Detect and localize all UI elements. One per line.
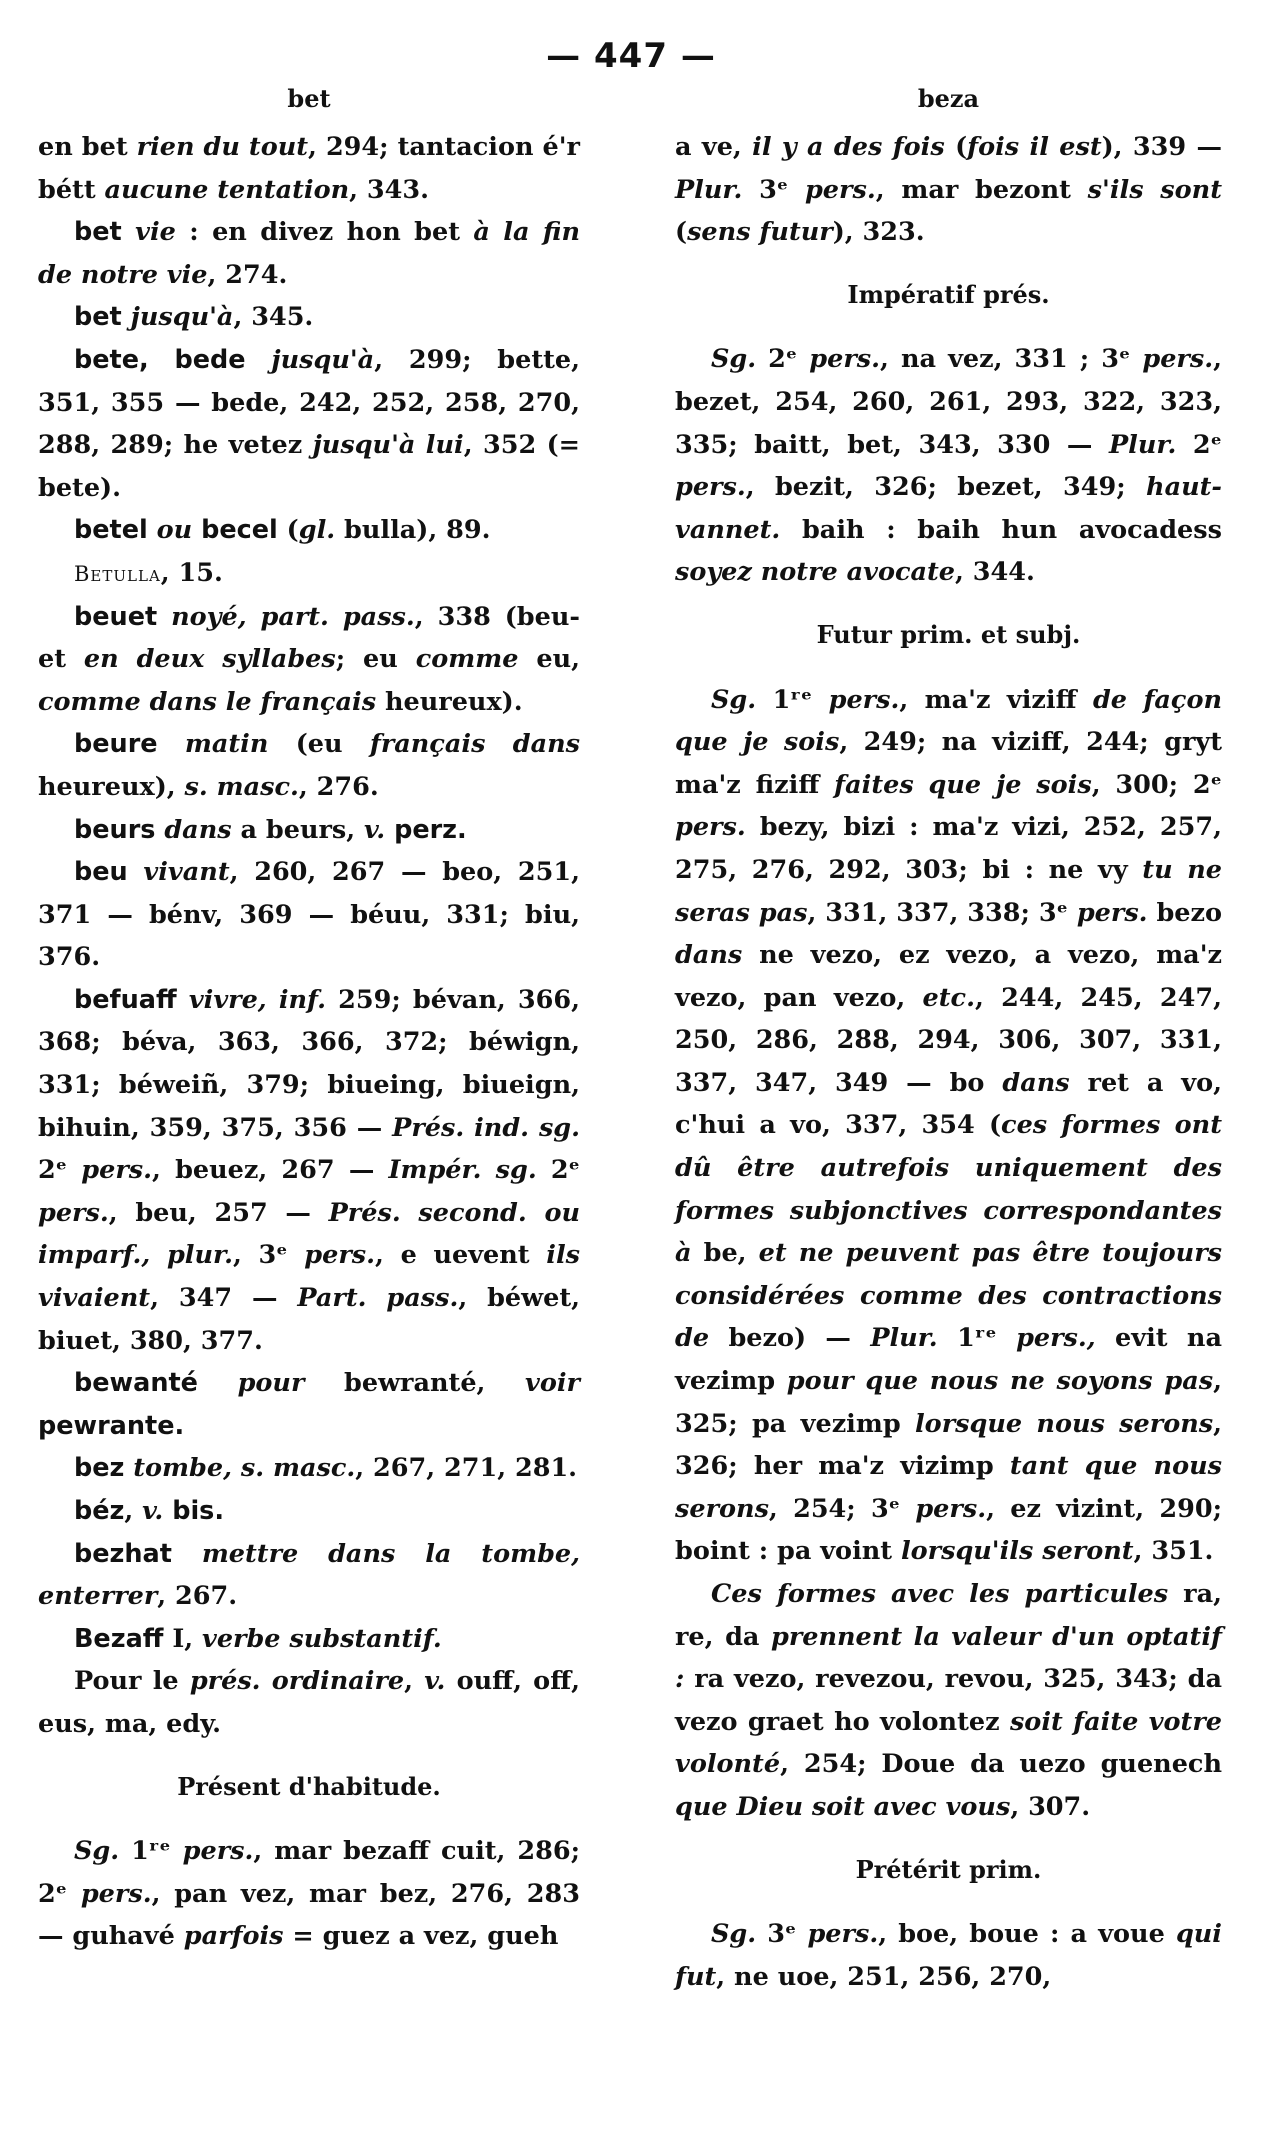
text-run: , beu, 257 — [108, 1197, 329, 1228]
text-run: , 294; tantacion é'r bétt [38, 132, 580, 205]
headword: beurs [74, 814, 156, 845]
italic-text: pers. [1142, 344, 1214, 375]
italic-text: aucune tentation [104, 174, 350, 205]
text-run: , 267, 271, 281. [355, 1453, 578, 1484]
headword: beure [74, 729, 158, 760]
dictionary-entry [38, 723, 580, 808]
italic-text: Plur. [1109, 429, 1177, 460]
dictionary-entry [38, 1660, 580, 1745]
text-run: ( [675, 217, 688, 248]
text-run: , 307. [1010, 1791, 1091, 1822]
italic-text: voir [525, 1368, 580, 1399]
italic-text: etc. [922, 982, 975, 1013]
small-caps-text: Betulla [74, 561, 161, 586]
dictionary-entry [675, 1573, 1222, 1829]
italic-text: Sg. [74, 1836, 120, 1867]
text-run: ), 323. [832, 217, 925, 248]
italic-text: s'ils sont [1087, 174, 1222, 205]
text-run: ( [944, 132, 968, 162]
text-run: ra, re, da [675, 1579, 1223, 1652]
italic-text: prés. ordinaire [189, 1666, 405, 1697]
italic-text: il y a des fois [752, 132, 945, 162]
italic-text: pers. [80, 1878, 152, 1909]
italic-text: pers. [675, 812, 746, 843]
italic-text: gl. [298, 515, 336, 546]
text-run: Prétérit prim. [855, 1854, 1042, 1884]
text-run: , 299; bette, 351, 355 — bede, 242, 252, 258, 270, 288, 289; he vetez [38, 344, 580, 461]
italic-text: faites que je sois [834, 769, 1092, 800]
italic-text: Prés. second. ou imparf., plur. [38, 1197, 581, 1271]
headword: bez [74, 1453, 125, 1484]
dictionary-entry [38, 1490, 580, 1533]
text-run: , bezet, 254, 260, 261, 293, 322, 323, 335; baitt, bet, 343, 330 — [675, 344, 1222, 460]
text-run: , 338 (beu-et [38, 601, 580, 675]
italic-text: et ne peuvent pas être toujours considérées comme des contractions de [675, 1238, 1223, 1354]
italic-text: dans [1002, 1067, 1070, 1098]
italic-text: lorsque nous serons [915, 1408, 1214, 1439]
italic-text: pour [197, 1368, 305, 1399]
italic-text: qui fut [675, 1919, 1222, 1992]
italic-text: en deux syllabes [83, 644, 336, 675]
text-run: , 249; na viziff, 244; gryt ma'z fiziff [675, 727, 1222, 800]
text-run: bezy, bizi : ma'z vizi, 252, 257, 275, 276, 292, 303; bi : ne vy [675, 812, 1222, 885]
headword: befuaff [74, 984, 177, 1015]
text-run: be, [691, 1238, 759, 1269]
headword: perz. [394, 814, 467, 845]
text-run: 1ʳᵉ [756, 684, 829, 715]
italic-text: comme [415, 644, 519, 675]
text-run: , 260, 267 — beo, 251, 371 — bénv, 369 — béuu, 331; biu, 376. [38, 857, 580, 973]
italic-text: pers. [1076, 897, 1148, 928]
text-run: , 244, 245, 247, 250, 286, 288, 294, 306, 307, 331, 337, 347, 349 — bo [675, 982, 1222, 1098]
italic-text: de façon que je sois [675, 684, 1223, 758]
text-run: Pour le [74, 1666, 190, 1697]
headword: becel [201, 515, 278, 546]
text-run: : en divez hon bet [175, 217, 474, 248]
text-run: , 15. [160, 557, 223, 588]
italic-text: jusqu'à lui [312, 430, 464, 461]
italic-text: pers. [304, 1240, 376, 1271]
headword: beu [74, 857, 128, 888]
italic-text: Sg. [711, 344, 757, 375]
italic-text: Plur. [675, 174, 743, 205]
headword: bet [74, 302, 122, 333]
text-run: 3ᵉ [742, 174, 805, 205]
dictionary-entry [675, 126, 1222, 254]
text-run: 2ᵉ [38, 1155, 82, 1186]
text-run: , mar bezont [875, 174, 1088, 205]
italic-text: prennent la valeur d'un optatif : [675, 1621, 1222, 1695]
right-column [675, 82, 1222, 1998]
text-run: Futur prim. et subj. [816, 619, 1081, 649]
italic-text: que Dieu soit avec vous [675, 1791, 1011, 1822]
text-run: , 326; her ma'z vizimp [675, 1408, 1222, 1482]
text-run: , 345. [233, 302, 314, 333]
section-heading [675, 614, 1222, 657]
italic-text: parfois [183, 1921, 284, 1952]
dictionary-entry [675, 679, 1222, 1573]
text-run: 2ᵉ [756, 344, 810, 375]
dictionary-entry [38, 339, 580, 509]
text-run: ne vezo, ez vezo, a vezo, ma'z vezo, pan vezo, [675, 940, 1222, 1013]
italic-text: pers., [1016, 1323, 1096, 1354]
text-run: (eu [268, 729, 370, 760]
headword: pewrante. [38, 1410, 185, 1441]
headword: betel [74, 515, 148, 546]
italic-text: ils vivaient [38, 1240, 580, 1314]
italic-text: pour que nous ne soyons pas [786, 1366, 1214, 1397]
italic-text: ces formes ont dû être autrefois uniquement des formes subjonctives correspondantes à [675, 1110, 1222, 1269]
text-run: 2ᵉ [1176, 429, 1223, 460]
headword: bis. [172, 1496, 225, 1526]
italic-text: vivre, inf. [176, 984, 326, 1015]
headword: beuet [74, 601, 158, 632]
text-run: 1ʳᵉ [937, 1323, 1017, 1354]
dictionary-entry [675, 338, 1222, 594]
dictionary-entry [38, 509, 580, 552]
text-run: , 254; Doue da uezo guenech [780, 1749, 1222, 1780]
dictionary-entry [38, 1618, 580, 1661]
italic-text: pers. [182, 1836, 254, 1867]
italic-text: Ces formes avec les particules [711, 1579, 1169, 1609]
text-run: , beuez, 267 — [152, 1155, 389, 1186]
section-heading [675, 274, 1222, 317]
text-run: evit na vezimp [675, 1323, 1222, 1397]
dictionary-entry [38, 126, 580, 211]
text-run: , 343. [349, 174, 430, 205]
text-run: ret a vo, c'hui a vo, 337, 354 ( [675, 1067, 1223, 1141]
dictionary-entry [38, 296, 580, 339]
italic-text: Plur. [870, 1323, 938, 1354]
text-run: , [124, 1496, 143, 1526]
running-head-right: beza [917, 84, 980, 113]
text-run: , 267. [157, 1581, 238, 1612]
italic-text: haut-vannet. [675, 472, 1222, 545]
headword: bewanté [74, 1368, 198, 1399]
text-run: , 352 (= bete). [38, 430, 581, 503]
italic-text: v. [424, 1666, 446, 1697]
text-run: heureux). [376, 686, 523, 717]
section-heading [675, 1849, 1222, 1892]
text-run: ra vezo, revezou, revou, 325, 343; da vezo graet ho volontez [675, 1664, 1222, 1737]
italic-text: Sg. [711, 1919, 757, 1950]
text-run: a beurs, [231, 814, 365, 845]
page-number: — 447 — [546, 36, 716, 76]
text-run: eu, [518, 644, 580, 675]
italic-text: v. [364, 814, 386, 845]
text-run: , na vez, 331 ; 3ᵉ [880, 344, 1143, 375]
dictionary-entry [38, 979, 580, 1362]
text-run: , 3ᵉ [232, 1240, 305, 1271]
italic-text: mettre dans la tombe, enterrer [38, 1538, 580, 1612]
text-run: bezo [1147, 897, 1223, 928]
text-run: , 351. [1133, 1536, 1214, 1567]
italic-text: Impér. sg. [388, 1155, 537, 1186]
italic-text: matin [157, 729, 269, 760]
text-run: , e uevent [375, 1240, 547, 1271]
section-heading [38, 1766, 580, 1809]
italic-text: noyé, part. pass. [157, 601, 415, 632]
headword: béz [74, 1496, 125, 1526]
text-run: baih : baih hun avocadess [780, 514, 1222, 545]
italic-text: Sg. [711, 684, 757, 715]
text-run: en bet [38, 132, 137, 162]
italic-text: dans [155, 814, 232, 845]
headword: bezhat [74, 1538, 172, 1569]
text-run: 2ᵉ [536, 1155, 580, 1186]
dictionary-entry [38, 809, 580, 852]
italic-text: pers. [807, 1919, 879, 1950]
text-run: , [404, 1666, 425, 1697]
text-run: a ve, [675, 132, 753, 162]
text-run: ouff, off, eus, ma, edy. [38, 1666, 581, 1739]
text-run: , ma'z viziff [899, 684, 1093, 715]
text-run: , 325; pa vezimp [675, 1366, 1222, 1439]
headword: bete, bede [74, 344, 246, 375]
italic-text: lorsqu'ils seront [900, 1536, 1134, 1567]
italic-text: tu ne seras pas [675, 854, 1223, 928]
italic-text: pers. [828, 684, 900, 715]
headword: Bezaff [74, 1623, 164, 1654]
dictionary-entry [38, 851, 580, 979]
text-run: I, [163, 1623, 202, 1654]
italic-text: pers. [675, 472, 746, 503]
text-run: = guez a vez, gueh [283, 1921, 559, 1952]
text-run: , ez vizint, 290; boint : pa voint [675, 1493, 1222, 1567]
text-run: , mar bezaff cuit, 286; 2ᵉ [38, 1836, 581, 1909]
italic-text: comme dans le français [38, 686, 377, 717]
text-run: Présent d'habitude. [177, 1771, 441, 1801]
text-run: , 300; 2ᵉ [1091, 769, 1223, 800]
text-run: bezo) — [709, 1323, 871, 1354]
dictionary-entry [38, 1447, 580, 1490]
text-run: , 274. [207, 259, 288, 290]
italic-text: pers. [915, 1493, 987, 1524]
italic-text: jusqu'à [245, 344, 375, 375]
dictionary-entry [675, 1913, 1222, 1998]
dictionary-entry [38, 1362, 580, 1447]
italic-text: Prés. ind. sg. [392, 1112, 581, 1143]
italic-text: v. [142, 1496, 164, 1526]
italic-text: tant que nous serons [675, 1451, 1222, 1524]
dictionary-entry [38, 552, 580, 596]
text-run: , ne uoe, 251, 256, 270, [716, 1961, 1052, 1992]
dictionary-entry [38, 211, 580, 296]
italic-text: dans [675, 940, 743, 971]
text-run: , bezit, 326; bezet, 349; [745, 472, 1147, 503]
italic-text: fois il est [967, 132, 1102, 162]
text-run [163, 1496, 172, 1526]
left-column [38, 82, 580, 1958]
text-run: , boe, boue : a voue [878, 1919, 1176, 1950]
italic-text: s. masc. [184, 771, 299, 802]
dictionary-entry [38, 1533, 580, 1618]
text-run: 259; bévan, 366, 368; béva, 363, 366, 372; béwign, 331; béweiñ, 379; biueing, biueign, bihuin, 359, 375, 356 — [38, 984, 580, 1143]
text-run: , 276. [298, 771, 379, 802]
text-run: bewranté, [304, 1368, 526, 1399]
italic-text: soit faite votre volonté [675, 1706, 1222, 1780]
text-run: , 347 — [150, 1283, 298, 1314]
text-run: , pan vez, mar bez, 276, 283 — guhavé [38, 1878, 581, 1952]
text-run: Impératif prés. [847, 279, 1050, 309]
italic-text: français dans [369, 729, 580, 760]
text-run: heureux), [38, 771, 185, 802]
text-run: ), 339 — [1101, 132, 1222, 162]
dictionary-entry [38, 596, 580, 724]
italic-text: rien du tout [136, 132, 309, 162]
italic-text: à la fin de notre vie [38, 217, 580, 290]
italic-text: soyez notre avocate [675, 557, 956, 588]
italic-text: pers. [81, 1155, 152, 1186]
italic-text: vivant [127, 857, 230, 888]
text-run: 3ᵉ [756, 1919, 808, 1950]
text-run: ( [277, 515, 299, 546]
italic-text: jusqu'à [121, 302, 234, 333]
italic-text: pers. [804, 174, 876, 205]
italic-text: pers. [38, 1197, 109, 1228]
running-head-left: bet [287, 84, 331, 113]
headword: bet [74, 217, 122, 248]
italic-text: Part. pass. [297, 1283, 459, 1314]
text-run: , béwet, biuet, 380, 377. [38, 1283, 580, 1356]
text-run [385, 815, 394, 845]
text-run: , 331, 337, 338; 3ᵉ [807, 897, 1077, 928]
text-run: , 344. [955, 557, 1035, 588]
text-run: bulla), 89. [335, 515, 491, 546]
italic-text: sens futur [687, 217, 833, 248]
text-run: ; eu [335, 644, 416, 675]
italic-text: vie [121, 217, 176, 248]
text-run: , 254; 3ᵉ [768, 1493, 916, 1524]
italic-text: pers. [809, 344, 881, 375]
italic-text: verbe substantif. [202, 1623, 442, 1654]
italic-text: ou [147, 515, 202, 546]
italic-text: tombe, s. masc. [124, 1453, 356, 1484]
text-run: 1ʳᵉ [119, 1836, 183, 1867]
dictionary-entry [38, 1830, 580, 1958]
